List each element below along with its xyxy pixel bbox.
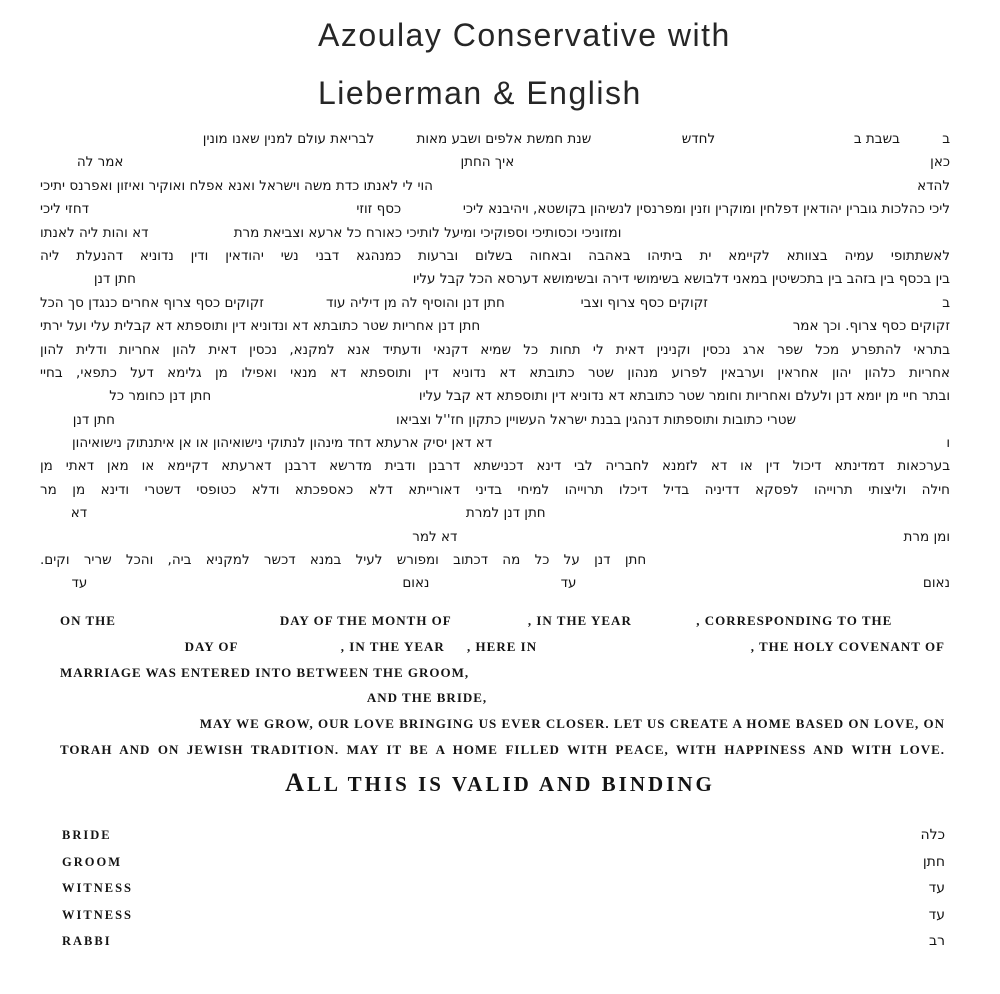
text-segment: כסף זוזי: [356, 201, 402, 218]
text-segment: בתראי להתפרע מכל שפר ארג נכסין וקנינין דאית לי תחות כל שמיא דקנאי ודעתיד אנא למקנא, נכסין דאית להון אחריות ודלית להון: [40, 341, 950, 358]
blank-fill-in-gap: [537, 650, 751, 651]
text-segment: חתן דנן אחריות שטר כתובתא דא ונדוניא דין ותוספתא דא קבלית עלי ועל ירתי: [40, 318, 481, 335]
hebrew-text-line: [40, 222, 950, 245]
text-segment: לבריאת עולם למנין שאנו מונין: [202, 131, 375, 147]
blank-fill-in-gap: [796, 423, 950, 424]
text-segment: זקוקים כסף צרוף וצבי: [580, 294, 708, 311]
blank-fill-in-gap: [87, 586, 402, 587]
text-segment: חתן דנן והוסיף לה מן דיליה עוד: [325, 294, 505, 311]
hebrew-text-line: [40, 151, 950, 174]
blank-fill-in-gap: [457, 540, 903, 541]
blank-fill-in-gap: [60, 701, 367, 702]
hebrew-text-line: [40, 315, 950, 338]
blank-fill-in-gap: [546, 516, 950, 517]
hebrew-text-line: [40, 455, 950, 478]
blank-fill-in-gap: [576, 586, 922, 587]
blank-fill-in-gap: [621, 236, 950, 237]
blank-fill-in-gap: [238, 650, 340, 651]
blank-fill-in-gap: [115, 423, 396, 424]
text-segment: עד: [560, 575, 577, 592]
english-text-line: [60, 711, 945, 737]
text-segment: שטרי כתובות ותוספתות דנהגין בבנת ישראל העשויין כתקון חז''ל וצביאו: [395, 411, 797, 428]
text-segment: DAY OF THE MONTH OF: [279, 613, 452, 628]
text-segment: להדא: [917, 177, 950, 194]
text-segment: דא: [70, 505, 88, 522]
title-line-2: Lieberman & English: [318, 75, 642, 111]
text-segment: ומן מרת: [903, 528, 950, 545]
blank-fill-in-gap: [123, 165, 460, 166]
signature-hebrew-label: עד: [928, 906, 945, 923]
blank-fill-in-gap: [632, 624, 696, 625]
text-segment: DAY OF: [184, 638, 239, 654]
blank-fill-in-gap: [264, 306, 326, 307]
text-segment: ב: [942, 294, 950, 311]
text-segment: דא והות ליה לאנתו: [40, 224, 149, 241]
blank-fill-in-gap: [89, 212, 356, 213]
text-segment: זקוקים כסף צרוף. וכך אמר: [792, 318, 950, 335]
hebrew-text-line: [40, 502, 950, 525]
blank-fill-in-gap: [148, 236, 233, 237]
blank-fill-in-gap: [40, 282, 94, 283]
blank-fill-in-gap: [40, 446, 72, 447]
signature-hebrew-label: כלה: [920, 827, 945, 843]
blank-fill-in-gap: [646, 563, 950, 564]
english-text-line: [60, 660, 945, 686]
blank-fill-in-gap: [87, 516, 466, 517]
text-segment: אמר לה: [76, 154, 124, 171]
text-segment: כאן: [930, 154, 950, 171]
english-text-line: [60, 608, 945, 634]
text-segment: דא למר: [412, 528, 458, 545]
hebrew-text-line: [40, 245, 950, 268]
hebrew-text-line: [40, 198, 950, 221]
blank-fill-in-gap: [892, 624, 945, 625]
text-segment: AND THE BRIDE,: [366, 690, 488, 706]
hebrew-text-line: [40, 292, 950, 315]
text-segment: חתן דנן על כל מה דכתוב ומפורש לעיל במנא דכשר למקניא ביה, והכל שריר וקים.: [40, 552, 647, 569]
hebrew-text-block: [40, 128, 950, 596]
blank-fill-in-gap: [40, 399, 109, 400]
document-title: [318, 6, 938, 122]
blank-fill-in-gap: [40, 540, 412, 541]
signature-hebrew-label: עד: [928, 880, 945, 897]
blank-fill-in-gap: [591, 142, 681, 143]
text-segment: בשבת ב: [853, 131, 900, 147]
blank-fill-in-gap: [900, 142, 942, 143]
title-line-1: Azoulay Conservative with: [318, 17, 731, 53]
blank-fill-in-gap: [40, 586, 72, 587]
signature-row: [62, 849, 945, 876]
signature-label: GROOM: [62, 854, 122, 869]
text-segment: חתן דנן: [72, 411, 115, 428]
hebrew-text-line: [40, 549, 950, 572]
text-segment: ב: [942, 131, 950, 147]
binding-heading: ALL THIS IS VALID AND BINDING: [285, 768, 715, 797]
hebrew-text-line: [40, 362, 950, 385]
blank-fill-in-gap: [452, 624, 528, 625]
text-segment: חתן דנן כחומר כל: [109, 388, 212, 405]
blank-fill-in-gap: [40, 516, 71, 517]
blank-fill-in-gap: [445, 650, 467, 651]
signature-hebrew-label: חתן: [922, 853, 945, 870]
hebrew-text-line: [40, 572, 950, 595]
text-segment: נאום: [922, 575, 950, 592]
blank-fill-in-gap: [433, 189, 917, 190]
hebrew-text-line: [40, 175, 950, 198]
hebrew-text-line: [40, 128, 950, 151]
blank-fill-in-gap: [514, 165, 930, 166]
text-segment: הוי לי לאנתו כדת משה וישראל ואנא אפלח ואוקיר ואיזון ואפרנס יתיכי: [40, 177, 433, 194]
blank-fill-in-gap: [136, 282, 413, 283]
text-segment: , IN THE YEAR: [340, 638, 445, 654]
hebrew-text-line: [40, 479, 950, 502]
blank-fill-in-gap: [715, 142, 854, 143]
signature-row: [62, 822, 945, 849]
text-segment: דחזי ליכי: [40, 201, 90, 218]
signature-label: WITNESS: [62, 907, 133, 922]
signature-label: WITNESS: [62, 881, 133, 896]
text-segment: לחדש: [681, 131, 716, 147]
blank-fill-in-gap: [480, 329, 793, 330]
text-segment: חילה וליצותי תרוייהו לפסקא דדיניה בדיל דיכלו תרוייהו למיחי בדיני דאורייתא דלא כאספכתא ודלא כטופסי דשטרי ודינא מן מר: [40, 481, 950, 498]
blank-fill-in-gap: [487, 701, 945, 702]
blank-fill-in-gap: [429, 586, 560, 587]
text-segment: אחריות כלהון יהון אחראין וערבאין לפרוע מנהון שטר כתובתא דא נדוניא דין ותוספתא דא מנאי ואפילו מן גלימא דעל כתפאי, בחיי: [40, 364, 950, 381]
blank-fill-in-gap: [60, 650, 185, 651]
english-text-line: [60, 737, 945, 763]
signature-label: RABBI: [62, 934, 112, 949]
text-segment: זקוקים כסף צרוף אחרים כנגדן סך הכל: [40, 294, 264, 311]
text-segment: MARRIAGE WAS ENTERED INTO BETWEEN THE GROOM,: [60, 664, 470, 680]
text-segment: בערכאות דמדינתא דיכול דין או דא לזמנא לחבריה לבי דינא דכנישתא דרבנן ודבית מדרשא דרבנן דארעתא דקיימא או מאן דאתי מן: [40, 458, 950, 475]
blank-fill-in-gap: [492, 446, 946, 447]
text-segment: , IN THE YEAR: [527, 613, 632, 628]
hebrew-text-line: [40, 385, 950, 408]
blank-fill-in-gap: [40, 165, 77, 166]
blank-fill-in-gap: [374, 142, 416, 143]
text-segment: עד: [71, 575, 88, 592]
signature-section: [62, 822, 945, 955]
english-text-line: [60, 685, 945, 711]
text-segment: TORAH AND ON JEWISH TRADITION. MAY IT BE A HOME FILLED WITH PEACE, WITH HAPPINESS AND WITH LOVE.: [60, 741, 945, 757]
blank-fill-in-gap: [708, 306, 942, 307]
signature-label: BRIDE: [62, 828, 112, 842]
english-text-line: [60, 634, 945, 660]
blank-fill-in-gap: [40, 423, 73, 424]
signature-hebrew-label: רב: [929, 933, 945, 950]
hebrew-text-line: [40, 339, 950, 362]
text-segment: MAY WE GROW, OUR LOVE BRINGING US EVER CLOSER. LET US CREATE A HOME BASED ON LOVE, ON: [199, 716, 945, 732]
signature-row: [62, 928, 945, 955]
text-segment: , THE HOLY COVENANT OF: [750, 638, 945, 654]
text-segment: לאשתתופי עמיה בצוותא לקיימא ית ביתיהו באהבה ובאחוה בשלום וברעות כמנהגא דבני נשי יהודאין ודין נדוניא דהנעלת ליה: [40, 247, 950, 264]
text-segment: , HERE IN: [467, 638, 538, 654]
blank-fill-in-gap: [505, 306, 581, 307]
text-segment: דא דאן יסיק ארעתא דחד מינהון לנתוקי נישואיהון או אן איתנתוק נישואיהון: [71, 435, 493, 452]
text-segment: חתן דנן למרת: [465, 505, 546, 522]
blank-fill-in-gap: [60, 727, 200, 728]
hebrew-text-line: [40, 526, 950, 549]
hebrew-text-line: [40, 432, 950, 455]
text-segment: ו: [946, 435, 950, 452]
blank-fill-in-gap: [40, 142, 203, 143]
text-segment: ליכי כהלכות גוברין יהודאין דפלחין ומוקרין וזנין ומפרנסין לנשיהון בקושטא, ויהיבנא ליכי: [462, 201, 950, 218]
text-segment: חתן דנן: [93, 271, 136, 288]
text-segment: , CORRESPONDING TO THE: [696, 613, 893, 628]
text-segment: איך החתן: [460, 154, 515, 171]
text-segment: בין בכסף בין בזהב בין בתכשיטין במאני דלבושא בשימושי דירה ובשימושא דערסא הכל קבל עליו: [412, 271, 950, 288]
blank-fill-in-gap: [401, 212, 463, 213]
blank-fill-in-gap: [211, 399, 419, 400]
english-text-block: [60, 608, 945, 763]
signature-row: [62, 902, 945, 929]
blank-fill-in-gap: [116, 624, 280, 625]
text-segment: נאום: [402, 575, 430, 592]
text-segment: ומזוניכי וכסותיכי וספוקיכי ומיעל לותיכי כאורח כל ארעא וצביאת מרת: [233, 224, 622, 241]
text-segment: ON THE: [60, 613, 116, 628]
hebrew-text-line: [40, 409, 950, 432]
text-segment: ובתר חיי מן יומא דנן ולעלם ואחריות וחומר שטר כתובתא דא נדוניא דין ותוספתא דא קבל עליו: [418, 388, 950, 405]
text-segment: שנת חמשת אלפים ושבע מאות: [416, 131, 592, 147]
hebrew-text-line: [40, 268, 950, 291]
signature-row: [62, 875, 945, 902]
